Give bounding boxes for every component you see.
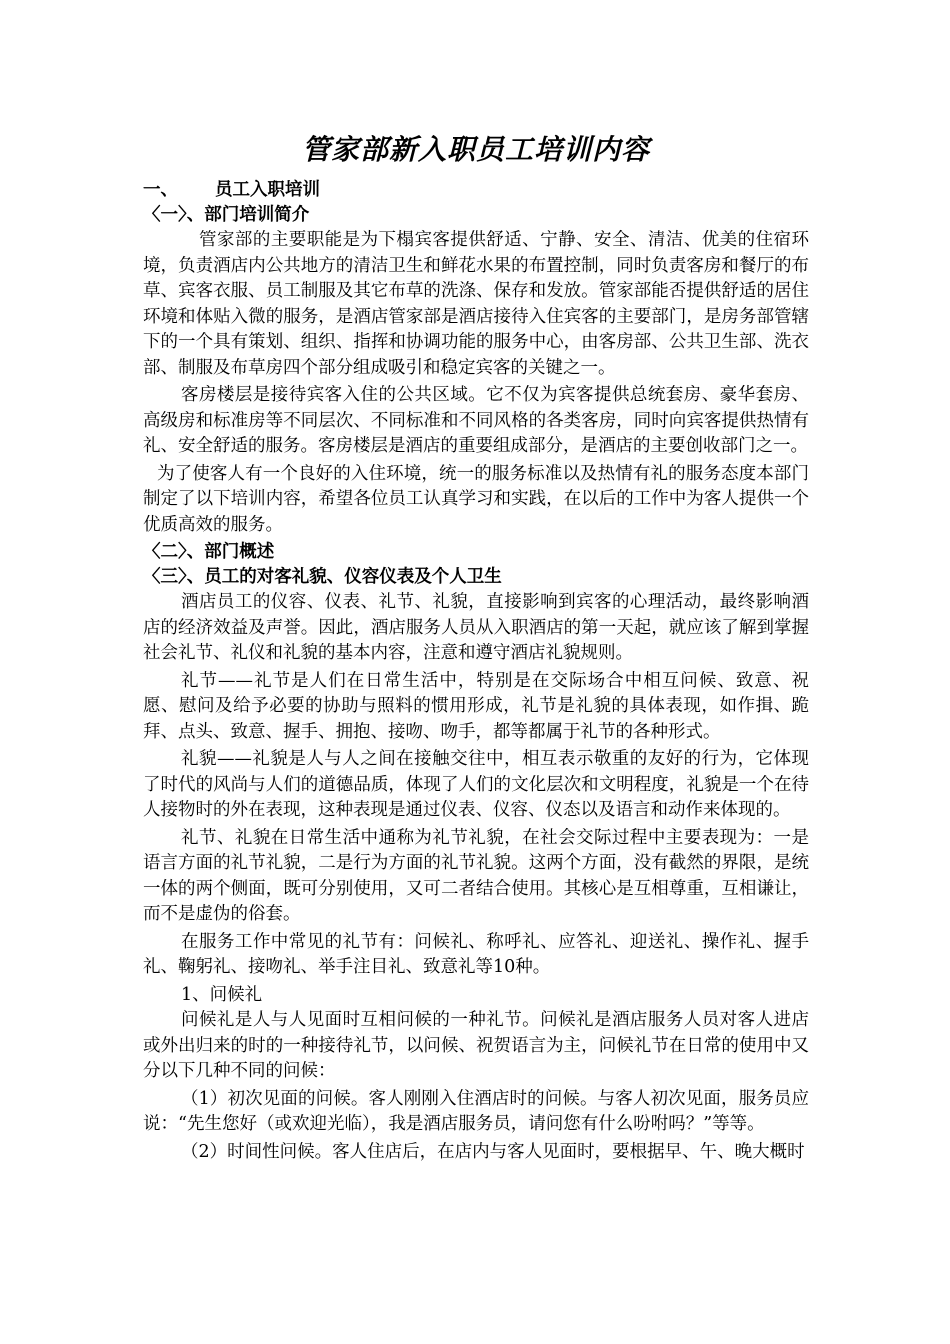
section-number: 一、 — [143, 180, 178, 200]
paragraph-10: （1）初次见面的问候。客人刚刚入住酒店时的问候。与客人初次见面，服务员应说：“先生您好（或欢迎光临），我是酒店服务员，请问您有什么吩咐吗？”等等。 — [143, 1088, 809, 1134]
paragraph-7: 礼节、礼貌在日常生活中通称为礼节礼貌，在社会交际过程中主要表现为：一是语言方面的礼节礼貌，二是行为方面的礼节礼貌。这两个方面，没有截然的界限，是统一体的两个侧面，既可分别使用，又可二者结合使用。其核心是互相尊重，互相谦让，而不是虚伪的俗套。 — [143, 827, 809, 924]
paragraph-8: 在服务工作中常见的礼节有：问候礼、称呼礼、应答礼、迎送礼、操作礼、握手礼、鞠躬礼、接吻礼、举手注目礼、致意礼等10种。 — [143, 931, 809, 977]
section-label: 员工入职培训 — [215, 180, 320, 200]
paragraph-1: 管家部的主要职能是为下榻宾客提供舒适、宁静、安全、清洁、优美的住宿环境，负责酒店内公共地方的清洁卫生和鲜花水果的布置控制，同时负责客房和餐厅的布草、宾客衣服、员工制服及其它布草的洗涤、保存和发放。管家部能否提供舒适的居住环境和体贴入微的服务，是酒店管家部是酒店接待入住宾客的主要部门，是房务部管辖下的一个具有策划、组织、指挥和协调功能的服务中心，由客房部、公共卫生部、洗衣部、制服及布草房四个部分组成吸引和稳定宾客的关键之一。 — [143, 230, 809, 378]
subsection-heading-1: 〈一〉、部门培训简介 — [143, 205, 310, 225]
document-page — [143, 128, 809, 1167]
paragraph-3: 为了使客人有一个良好的入住环境，统一的服务标准以及热情有礼的服务态度本部门制定了以下培训内容，希望各位员工认真学习和实践，在以后的工作中为客人提供一个优质高效的服务。 — [143, 463, 809, 535]
document-title: 管家部新入职员工培训内容 — [301, 133, 650, 166]
paragraph-5: 礼节——礼节是人们在日常生活中，特别是在交际场合中相互问候、致意、祝愿、慰问及给予必要的协助与照料的惯用形成，礼节是礼貌的具体表现，如作揖、跪拜、点头、致意、握手、拥抱、接吻、吻手，都等都属于礼节的各种形式。 — [143, 670, 809, 742]
paragraph-6: 礼貌——礼貌是人与人之间在接触交往中，相互表示敬重的友好的行为，它体现了时代的风尚与人们的道德品质，体现了人们的文化层次和文明程度，礼貌是一个在待人接物时的外在表现，这种表现是通过仪表、仪容、仪态以及语言和动作来体现的。 — [143, 749, 809, 820]
subsection-heading-2: 〈二〉、部门概述 — [143, 542, 275, 562]
paragraph-9: 问候礼是人与人见面时互相问候的一种礼节。问候礼是酒店服务人员对客人进店或外出归来的时的一种接待礼节，以问候、祝贺语言为主，问候礼节在日常的使用中又分以下几种不同的问候： — [143, 1010, 809, 1081]
paragraph-2: 客房楼层是接待宾客入住的公共区域。它不仅为宾客提供总统套房、豪华套房、高级房和标准房等不同层次、不同标准和不同风格的各类客房，同时向宾客提供热情有礼、安全舒适的服务。客房楼层是酒店的重要组成部分，是酒店的主要创收部门之一。 — [143, 385, 809, 456]
list-item-label-1: 1、问候礼 — [181, 984, 263, 1005]
subsection-heading-3: 〈三〉、员工的对客礼貌、仪容仪表及个人卫生 — [143, 567, 502, 587]
section-heading-1 — [143, 178, 809, 203]
paragraph-4: 酒店员工的仪容、仪表、礼节、礼貌，直接影响到宾客的心理活动，最终影响酒店的经济效益及声誉。因此，酒店服务人员从入职酒店的第一天起，就应该了解到掌握社会礼节、礼仪和礼貌的基本内容，注意和遵守酒店礼貌规则。 — [143, 592, 809, 663]
paragraph-11: （2）时间性问候。客人住店后，在店内与客人见面时，要根据早、午、晚大概时 — [181, 1141, 805, 1162]
